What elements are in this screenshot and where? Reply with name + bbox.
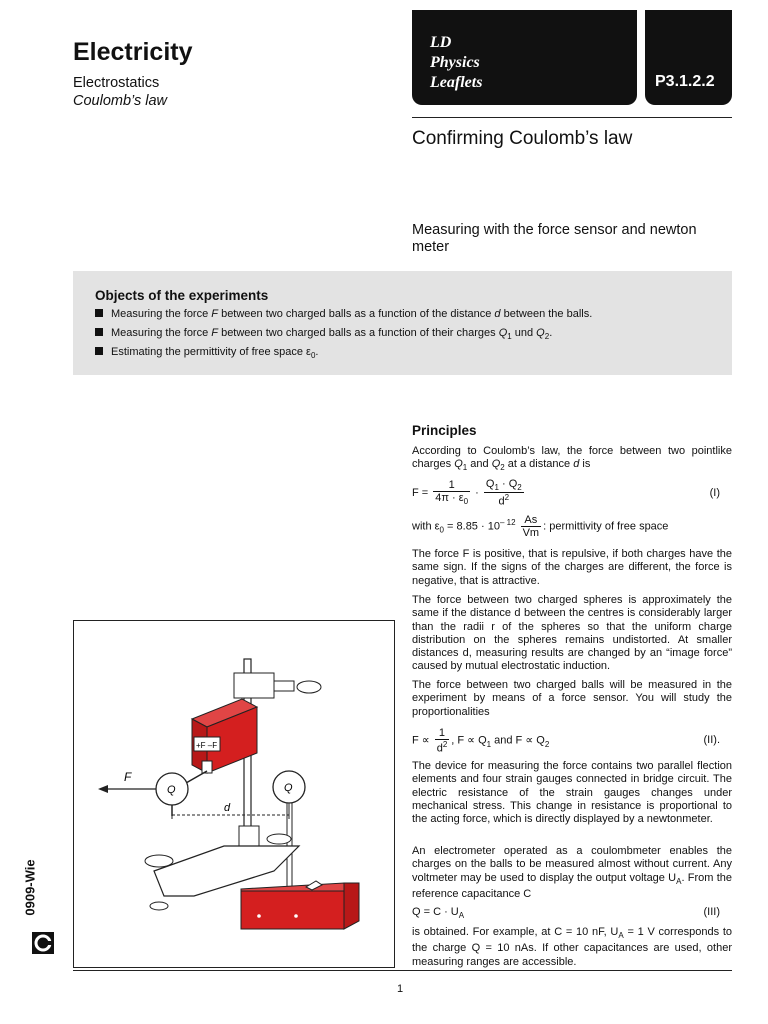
leybold-logo-icon [30, 930, 58, 960]
page-number: 1 [396, 983, 404, 995]
right-ball-label: Q [284, 782, 293, 794]
apparatus-drawing [74, 621, 394, 967]
base-foot [150, 902, 168, 910]
principles-paragraph-4: The force between two charged balls will be measured in the experiment by means of a force sensor. You will study the proportionalities [412, 679, 732, 718]
bullet-icon [95, 328, 103, 336]
permittivity-line: with $\varepsilon_0 = 8.85 \cdot 10^{- 12}$ $\frac{As}{Vm}$ : permittivity of free space [412, 514, 669, 539]
objects-item: Measuring the force F between two charged balls as a function of the distance d between the balls. [95, 308, 592, 320]
equation-3: $Q = C \cdot U_A$ [412, 906, 465, 921]
principles-paragraph-3: The force between two charged spheres is approximately the same if the distance d between the centres is considerably larger than the radii r of the spheres so that the uniform charge distribution on the spheres remains undistorted. At smaller distances d, measuring results are changed by an “image force” caused by mutual electrostatic induction. [412, 594, 732, 673]
page-subtitle: Measuring with the force sensor and newton meter [412, 222, 697, 255]
side-marking [22, 850, 62, 970]
topic-subtitle: Coulomb’s law [73, 93, 168, 109]
ld-physics-leaflets-box [412, 10, 637, 105]
section-title: Electricity [73, 38, 193, 66]
equation-3-label: (III) [703, 906, 720, 918]
equation-2-label: (II). [703, 734, 720, 746]
arrow-head-icon [98, 785, 108, 793]
objects-item: Measuring the force F between two charged balls as a function of their charges $Q_1$ und $Q_2$. [95, 327, 552, 341]
leaflets-label: Leaflets [430, 74, 483, 91]
force-label: F [124, 770, 132, 784]
clamp-screw [274, 681, 294, 691]
apparatus-figure [73, 620, 395, 968]
base-foot [267, 834, 291, 844]
principles-heading: Principles [412, 423, 477, 438]
leaflet-code: P3.1.2.2 [655, 73, 715, 90]
clamp [234, 673, 274, 698]
footer-rule [73, 970, 732, 971]
objects-heading: Objects of the experiments [95, 288, 269, 303]
left-ball-label: Q [167, 784, 176, 796]
base-foot [145, 855, 173, 867]
sensor-label: +F –F [196, 741, 218, 750]
header-rule [412, 117, 732, 118]
leaflet-code-box [645, 10, 732, 105]
bullet-icon [95, 347, 103, 355]
principles-paragraph-1: According to Coulomb’s law, the force between two pointlike charges $Q_1$ and $Q_2$ at a distance d is [412, 445, 732, 473]
print-code: 0909-Wie [22, 859, 38, 916]
objects-box [73, 271, 732, 375]
principles-paragraph-2: The force F is positive, that is repulsive, if both charges have the same sign. If the signs of the charges are different, the force is negative, that is attractive. [412, 548, 732, 587]
distance-label: d [224, 802, 231, 814]
clamp-knob [297, 681, 321, 693]
red-base-block [241, 891, 344, 929]
section-subtitle: Electrostatics [73, 75, 160, 91]
equation-2: F ∝ $\frac{1}{d^2}$ , $F \propto Q_1$ and $F \propto Q_2$ [412, 727, 550, 755]
page-title: Confirming Coulomb’s law [412, 128, 633, 149]
bullet-icon [95, 309, 103, 317]
equation-1-label: (I) [709, 487, 720, 499]
objects-item: Estimating the permittivity of free space $\varepsilon_0$. [95, 346, 318, 360]
ld-label: LD [430, 34, 452, 51]
principles-paragraph-6: An electrometer operated as a coulombmeter enables the charges on the balls to be measured almost without current. Any voltmeter may be used to display the output voltage $U_A$. From the reference capacitance C [412, 845, 732, 901]
principles-paragraph-7: is obtained. For example, at C = 10 nF, $U_A = 1$ V corresponds to the charge Q = 10 nAs. If other capacitances are used, other measuring ranges are accessible. [412, 926, 732, 968]
physics-label: Physics [430, 54, 480, 71]
principles-paragraph-5: The device for measuring the force contains two parallel flection elements and four strain gauges connected in bridge circuit. The electric resistance of the strain gauges changes under mechanical stress. This change in resistance is proportional to the acting force, which is directly displayed by a newtonmeter. [412, 760, 732, 826]
equation-1: F = $\frac{1}{4\pi \cdot \varepsilon_0}$ · $\frac{Q_1 \cdot Q_2}{d^2}$ [412, 478, 522, 508]
